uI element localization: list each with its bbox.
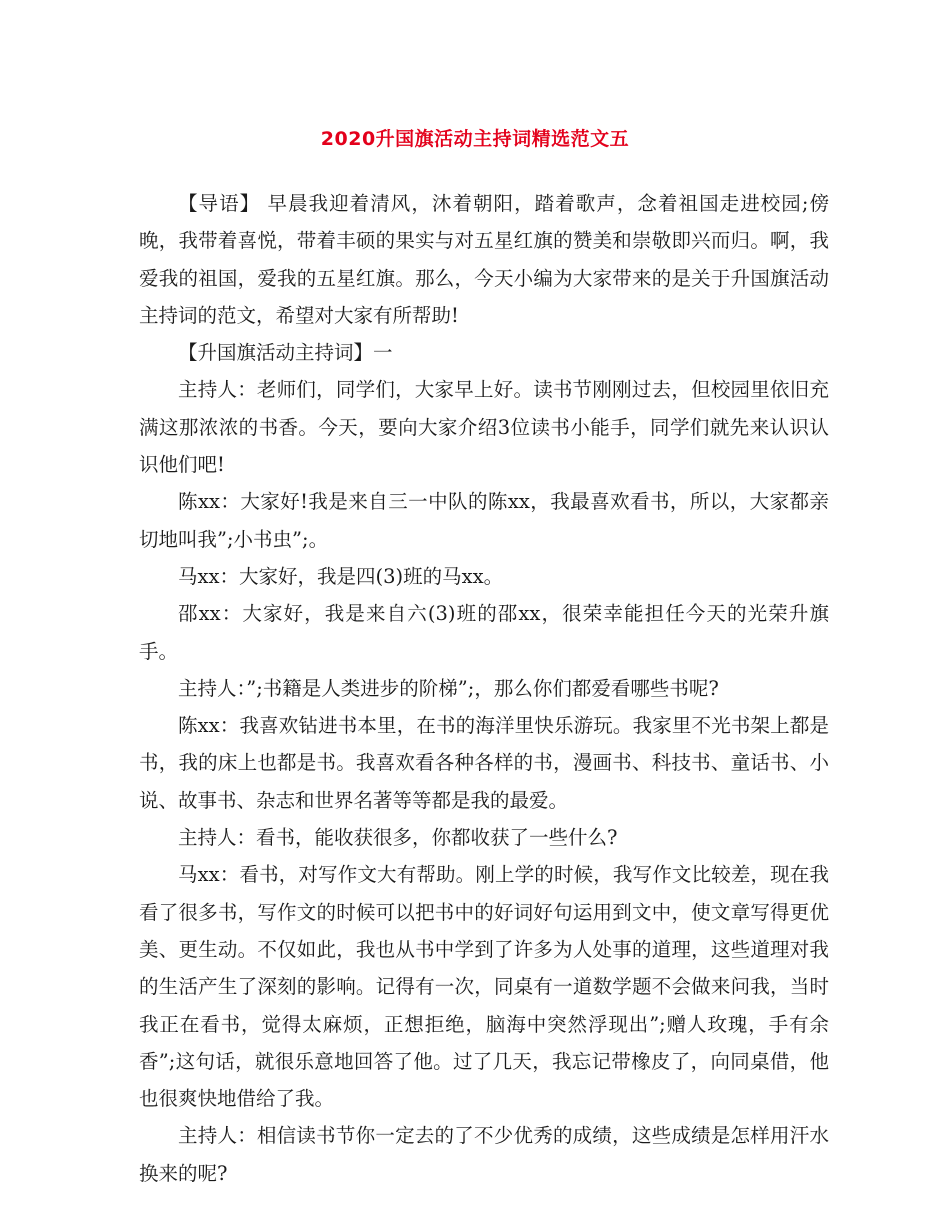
- paragraph-intro: 【导语】 早晨我迎着清风，沐着朝阳，踏着歌声，念着祖国走进校园;傍晚，我带着喜悦，带着丰硕的果实与对五星红旗的赞美和崇敬即兴而归。啊，我爱我的祖国，爱我的五星红旗。那么，今天小编为大家带来的是关于升国旗活动主持词的范文，希望对大家有所帮助!: [139, 192, 829, 327]
- paragraph: 主持人：看书，能收获很多，你都收获了一些什么?: [178, 826, 618, 850]
- document-title: 2020升国旗活动主持词精选范文五: [320, 128, 630, 150]
- paragraph: 主持人：相信读书节你一定去的了不少优秀的成绩，这些成绩是怎样用汗水换来的呢?: [139, 1124, 829, 1185]
- document-body: [139, 185, 829, 1192]
- paragraph: 马xx：大家好，我是四(3)班的马xx。: [178, 564, 504, 588]
- paragraph: 主持人：”;书籍是人类进步的阶梯”;，那么你们都爱看哪些书呢?: [178, 676, 719, 700]
- paragraph: 邵xx：大家好，我是来自六(3)班的邵xx，很荣幸能担任今天的光荣升旗手。: [139, 602, 829, 663]
- paragraph-section-heading: 【升国旗活动主持词】一: [178, 341, 393, 365]
- paragraph: 陈xx：我喜欢钻进书本里，在书的海洋里快乐游玩。我家里不光书架上都是书，我的床上也都是书。我喜欢看各种各样的书，漫画书、科技书、童话书、小说、故事书、杂志和世界名著等等都是我的最爱。: [139, 714, 829, 812]
- paragraph: 马xx：看书，对写作文大有帮助。刚上学的时候，我写作文比较差，现在我看了很多书，写作文的时候可以把书中的好词好句运用到文中，使文章写得更优美、更生动。不仅如此，我也从书中学到了许多为人处事的道理，这些道理对我的生活产生了深刻的影响。记得有一次，同桌有一道数学题不会做来问我，当时我正在看书，觉得太麻烦，正想拒绝，脑海中突然浮现出”;赠人玫瑰，手有余香”;这句话，就很乐意地回答了他。过了几天，我忘记带橡皮了，向同桌借，他也很爽快地借给了我。: [139, 863, 829, 1111]
- paragraph: 主持人：老师们，同学们，大家早上好。读书节刚刚过去，但校园里依旧充满这那浓浓的书香。今天，要向大家介绍3位读书小能手，同学们就先来认识认识他们吧!: [139, 378, 829, 477]
- paragraph: 陈xx：大家好!我是来自三一中队的陈xx，我最喜欢看书，所以，大家都亲切地叫我”;小书虫”;。: [139, 490, 829, 551]
